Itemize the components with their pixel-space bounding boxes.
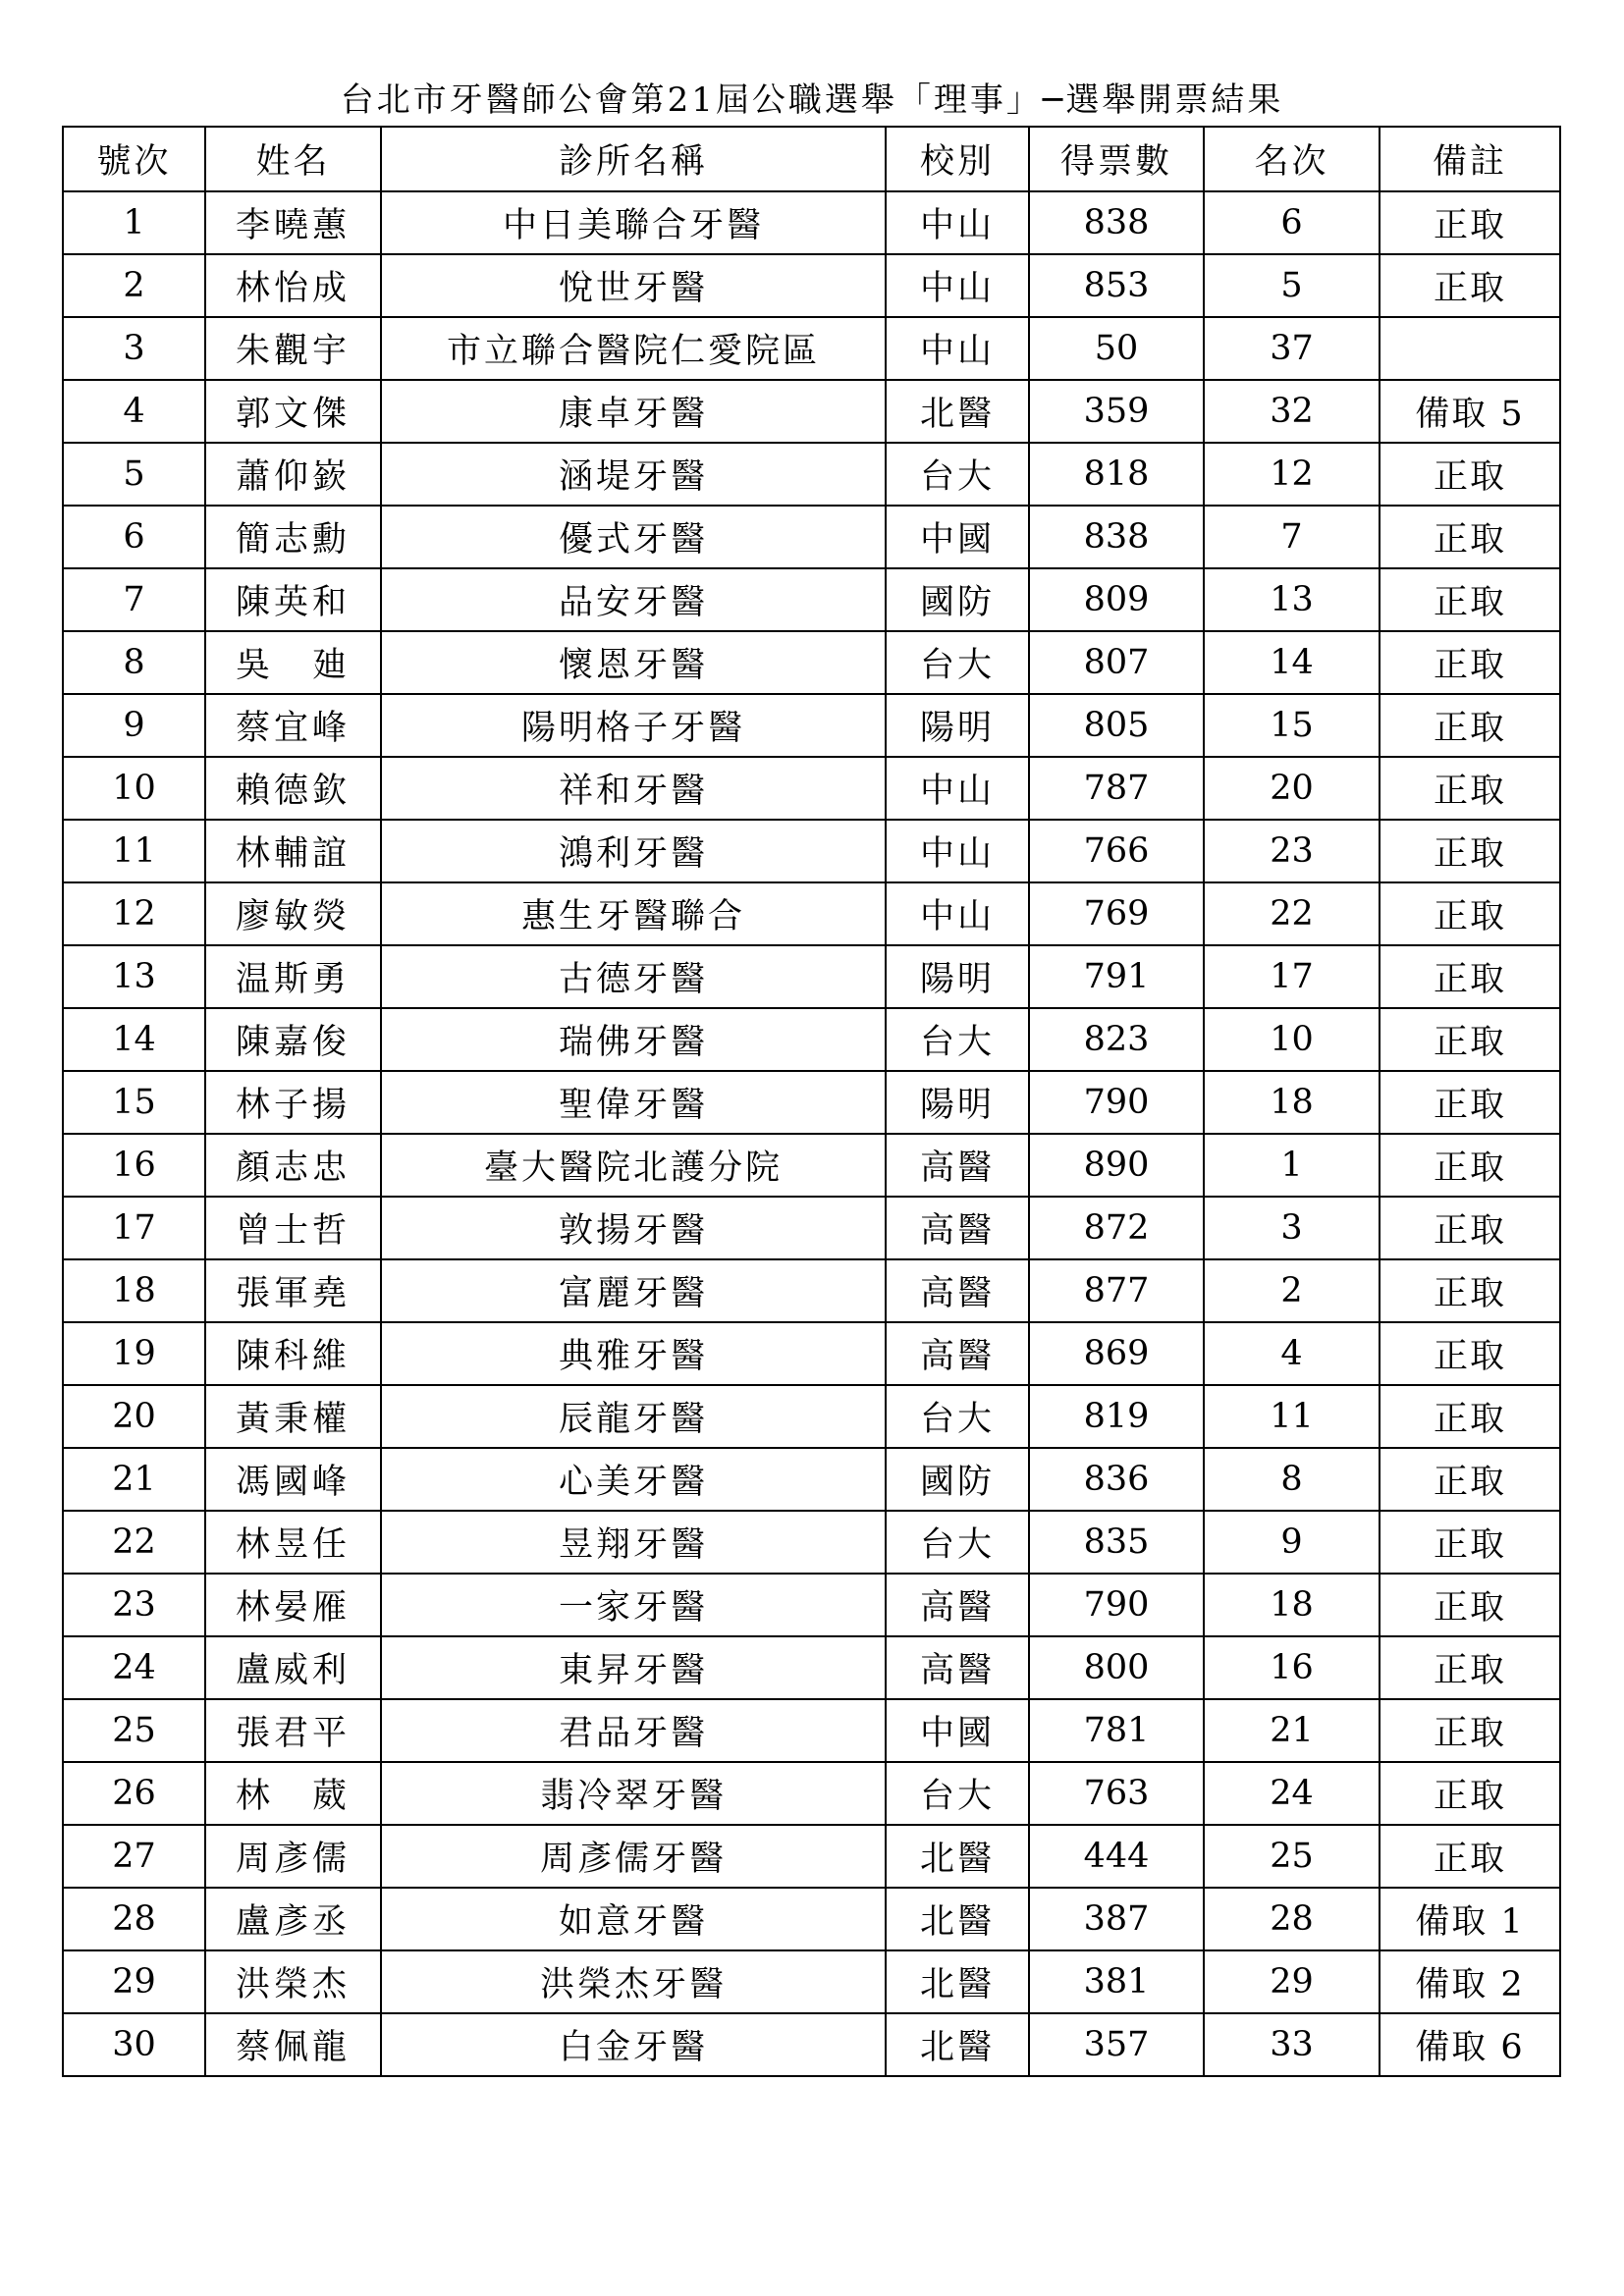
cell-name: 李曉蕙 [205,191,381,254]
table-row [63,945,1560,1008]
cell-rank: 24 [1204,1762,1380,1825]
cell-school: 中山 [886,254,1029,317]
cell-clinic: 心美牙醫 [381,1448,886,1511]
table-row [63,1448,1560,1511]
cell-rank: 18 [1204,1574,1380,1636]
table-row [63,568,1560,631]
cell-clinic: 陽明格子牙醫 [381,694,886,757]
cell-rank: 11 [1204,1385,1380,1448]
cell-school: 陽明 [886,694,1029,757]
cell-name: 陳科維 [205,1322,381,1385]
cell-no: 29 [63,1950,205,2013]
election-results-table [62,126,1561,2077]
cell-no: 27 [63,1825,205,1888]
table-row [63,2013,1560,2076]
header-row [63,127,1560,191]
cell-name: 陳英和 [205,568,381,631]
cell-no: 8 [63,631,205,694]
cell-note: 正取 [1380,1134,1560,1197]
cell-name: 朱觀宇 [205,317,381,380]
cell-note: 正取 [1380,757,1560,820]
cell-note: 正取 [1380,1699,1560,1762]
cell-votes: 790 [1029,1574,1204,1636]
cell-school: 北醫 [886,1825,1029,1888]
cell-note: 正取 [1380,945,1560,1008]
cell-name: 洪榮杰 [205,1950,381,2013]
cell-no: 20 [63,1385,205,1448]
table-row [63,317,1560,380]
cell-rank: 28 [1204,1888,1380,1950]
document-title: 台北市牙醫師公會第21屆公職選舉「理事」─選舉開票結果 [340,80,1284,120]
cell-no: 10 [63,757,205,820]
cell-note: 正取 [1380,1825,1560,1888]
table-row [63,1888,1560,1950]
table-row [63,1574,1560,1636]
cell-no: 7 [63,568,205,631]
cell-no: 24 [63,1636,205,1699]
cell-no: 11 [63,820,205,882]
cell-clinic: 惠生牙醫聯合 [381,882,886,945]
cell-school: 台大 [886,1008,1029,1071]
cell-note: 正取 [1380,1448,1560,1511]
cell-note: 正取 [1380,694,1560,757]
cell-name: 盧彥丞 [205,1888,381,1950]
cell-votes: 836 [1029,1448,1204,1511]
cell-name: 蔡宜峰 [205,694,381,757]
cell-rank: 3 [1204,1197,1380,1259]
cell-school: 台大 [886,1385,1029,1448]
table-row [63,1825,1560,1888]
cell-note: 正取 [1380,1574,1560,1636]
header-school: 校別 [886,127,1029,191]
cell-note: 正取 [1380,568,1560,631]
cell-school: 高醫 [886,1259,1029,1322]
table-row [63,694,1560,757]
cell-no: 17 [63,1197,205,1259]
cell-note: 正取 [1380,1197,1560,1259]
cell-rank: 1 [1204,1134,1380,1197]
cell-note: 正取 [1380,1322,1560,1385]
cell-votes: 819 [1029,1385,1204,1448]
cell-name: 蔡佩龍 [205,2013,381,2076]
table-row [63,254,1560,317]
cell-no: 14 [63,1008,205,1071]
cell-rank: 17 [1204,945,1380,1008]
cell-votes: 444 [1029,1825,1204,1888]
cell-clinic: 臺大醫院北護分院 [381,1134,886,1197]
cell-votes: 853 [1029,254,1204,317]
table-row [63,1197,1560,1259]
cell-clinic: 優式牙醫 [381,506,886,568]
cell-votes: 766 [1029,820,1204,882]
header-no: 號次 [63,127,205,191]
cell-no: 22 [63,1511,205,1574]
header-clinic: 診所名稱 [381,127,886,191]
cell-no: 28 [63,1888,205,1950]
cell-no: 18 [63,1259,205,1322]
cell-no: 5 [63,443,205,506]
cell-votes: 818 [1029,443,1204,506]
cell-name: 馮國峰 [205,1448,381,1511]
cell-school: 中山 [886,820,1029,882]
results-body [63,191,1560,2076]
cell-rank: 20 [1204,757,1380,820]
cell-note: 正取 [1380,1071,1560,1134]
cell-rank: 15 [1204,694,1380,757]
cell-no: 19 [63,1322,205,1385]
cell-rank: 29 [1204,1950,1380,2013]
cell-name: 周彥儒 [205,1825,381,1888]
cell-note: 正取 [1380,1636,1560,1699]
cell-note: 正取 [1380,443,1560,506]
cell-name: 廖敏熒 [205,882,381,945]
cell-rank: 7 [1204,506,1380,568]
cell-no: 9 [63,694,205,757]
cell-name: 林怡成 [205,254,381,317]
cell-school: 中國 [886,506,1029,568]
cell-note: 正取 [1380,1511,1560,1574]
table-row [63,506,1560,568]
cell-name: 簡志勳 [205,506,381,568]
cell-note: 備取 1 [1380,1888,1560,1950]
header-votes: 得票數 [1029,127,1204,191]
table-row [63,1636,1560,1699]
cell-rank: 37 [1204,317,1380,380]
cell-school: 台大 [886,1762,1029,1825]
cell-school: 中山 [886,191,1029,254]
cell-votes: 50 [1029,317,1204,380]
cell-rank: 21 [1204,1699,1380,1762]
cell-school: 北醫 [886,1950,1029,2013]
cell-votes: 800 [1029,1636,1204,1699]
cell-clinic: 瑞佛牙醫 [381,1008,886,1071]
table-row [63,1071,1560,1134]
cell-school: 中山 [886,882,1029,945]
cell-rank: 13 [1204,568,1380,631]
cell-school: 中山 [886,757,1029,820]
table-row [63,380,1560,443]
cell-clinic: 辰龍牙醫 [381,1385,886,1448]
cell-note: 備取 2 [1380,1950,1560,2013]
cell-clinic: 典雅牙醫 [381,1322,886,1385]
cell-rank: 32 [1204,380,1380,443]
cell-clinic: 鴻利牙醫 [381,820,886,882]
cell-clinic: 涵堤牙醫 [381,443,886,506]
cell-no: 21 [63,1448,205,1511]
cell-name: 陳嘉俊 [205,1008,381,1071]
cell-name: 盧威利 [205,1636,381,1699]
cell-rank: 4 [1204,1322,1380,1385]
table-row [63,1511,1560,1574]
cell-note: 正取 [1380,191,1560,254]
cell-rank: 33 [1204,2013,1380,2076]
cell-clinic: 君品牙醫 [381,1699,886,1762]
cell-votes: 359 [1029,380,1204,443]
cell-name: 林輔誼 [205,820,381,882]
cell-school: 北醫 [886,2013,1029,2076]
cell-no: 15 [63,1071,205,1134]
cell-clinic: 周彥儒牙醫 [381,1825,886,1888]
cell-name: 蕭仰嶔 [205,443,381,506]
cell-name: 林昱任 [205,1511,381,1574]
table-row [63,631,1560,694]
cell-clinic: 悅世牙醫 [381,254,886,317]
cell-note: 正取 [1380,1259,1560,1322]
table-row [63,1008,1560,1071]
cell-clinic: 白金牙醫 [381,2013,886,2076]
cell-note: 正取 [1380,1762,1560,1825]
cell-clinic: 懷恩牙醫 [381,631,886,694]
cell-note: 正取 [1380,820,1560,882]
cell-clinic: 如意牙醫 [381,1888,886,1950]
cell-no: 12 [63,882,205,945]
table-row [63,1950,1560,2013]
cell-school: 中山 [886,317,1029,380]
cell-clinic: 康卓牙醫 [381,380,886,443]
cell-clinic: 富麗牙醫 [381,1259,886,1322]
cell-note [1380,317,1560,380]
cell-clinic: 一家牙醫 [381,1574,886,1636]
cell-school: 高醫 [886,1574,1029,1636]
cell-name: 張軍堯 [205,1259,381,1322]
cell-no: 30 [63,2013,205,2076]
cell-note: 正取 [1380,882,1560,945]
cell-votes: 387 [1029,1888,1204,1950]
cell-name: 吳 廸 [205,631,381,694]
cell-clinic: 古德牙醫 [381,945,886,1008]
cell-school: 高醫 [886,1197,1029,1259]
cell-school: 高醫 [886,1134,1029,1197]
cell-clinic: 東昇牙醫 [381,1636,886,1699]
cell-rank: 18 [1204,1071,1380,1134]
cell-school: 北醫 [886,1888,1029,1950]
table-row [63,882,1560,945]
cell-no: 23 [63,1574,205,1636]
cell-rank: 10 [1204,1008,1380,1071]
cell-votes: 790 [1029,1071,1204,1134]
cell-name: 曾士哲 [205,1197,381,1259]
cell-no: 6 [63,506,205,568]
cell-votes: 872 [1029,1197,1204,1259]
table-row [63,1134,1560,1197]
cell-votes: 769 [1029,882,1204,945]
cell-name: 林 葳 [205,1762,381,1825]
cell-school: 高醫 [886,1636,1029,1699]
cell-rank: 2 [1204,1259,1380,1322]
table-row [63,1322,1560,1385]
header-note: 備註 [1380,127,1560,191]
cell-school: 陽明 [886,1071,1029,1134]
cell-clinic: 聖偉牙醫 [381,1071,886,1134]
cell-clinic: 洪榮杰牙醫 [381,1950,886,2013]
cell-no: 26 [63,1762,205,1825]
cell-rank: 9 [1204,1511,1380,1574]
cell-name: 張君平 [205,1699,381,1762]
cell-rank: 22 [1204,882,1380,945]
cell-rank: 12 [1204,443,1380,506]
cell-clinic: 翡冷翠牙醫 [381,1762,886,1825]
cell-votes: 869 [1029,1322,1204,1385]
cell-name: 顏志忠 [205,1134,381,1197]
cell-clinic: 昱翔牙醫 [381,1511,886,1574]
cell-votes: 823 [1029,1008,1204,1071]
cell-note: 正取 [1380,1385,1560,1448]
table-row [63,757,1560,820]
cell-rank: 23 [1204,820,1380,882]
cell-name: 林子揚 [205,1071,381,1134]
cell-school: 台大 [886,631,1029,694]
cell-school: 高醫 [886,1322,1029,1385]
cell-votes: 791 [1029,945,1204,1008]
cell-no: 2 [63,254,205,317]
table-row [63,1259,1560,1322]
cell-rank: 25 [1204,1825,1380,1888]
cell-school: 中國 [886,1699,1029,1762]
cell-no: 1 [63,191,205,254]
cell-rank: 14 [1204,631,1380,694]
header-rank: 名次 [1204,127,1380,191]
cell-school: 國防 [886,568,1029,631]
cell-clinic: 祥和牙醫 [381,757,886,820]
table-row [63,1699,1560,1762]
cell-name: 賴德欽 [205,757,381,820]
cell-votes: 763 [1029,1762,1204,1825]
cell-note: 正取 [1380,254,1560,317]
table-row [63,191,1560,254]
cell-note: 正取 [1380,506,1560,568]
cell-votes: 838 [1029,506,1204,568]
cell-note: 正取 [1380,631,1560,694]
cell-rank: 6 [1204,191,1380,254]
cell-name: 林晏雁 [205,1574,381,1636]
cell-no: 25 [63,1699,205,1762]
cell-no: 4 [63,380,205,443]
cell-school: 台大 [886,1511,1029,1574]
cell-clinic: 中日美聯合牙醫 [381,191,886,254]
cell-votes: 890 [1029,1134,1204,1197]
table-row [63,443,1560,506]
cell-clinic: 敦揚牙醫 [381,1197,886,1259]
cell-note: 正取 [1380,1008,1560,1071]
cell-name: 黃秉權 [205,1385,381,1448]
cell-school: 國防 [886,1448,1029,1511]
cell-votes: 381 [1029,1950,1204,2013]
table-row [63,1385,1560,1448]
cell-votes: 805 [1029,694,1204,757]
cell-rank: 5 [1204,254,1380,317]
cell-votes: 787 [1029,757,1204,820]
table-row [63,1762,1560,1825]
cell-name: 郭文傑 [205,380,381,443]
cell-note: 備取 6 [1380,2013,1560,2076]
cell-name: 温斯勇 [205,945,381,1008]
cell-votes: 835 [1029,1511,1204,1574]
table-row [63,820,1560,882]
cell-clinic: 市立聯合醫院仁愛院區 [381,317,886,380]
cell-rank: 16 [1204,1636,1380,1699]
cell-rank: 8 [1204,1448,1380,1511]
cell-votes: 357 [1029,2013,1204,2076]
cell-no: 16 [63,1134,205,1197]
cell-votes: 877 [1029,1259,1204,1322]
cell-school: 陽明 [886,945,1029,1008]
cell-no: 13 [63,945,205,1008]
cell-votes: 809 [1029,568,1204,631]
cell-clinic: 品安牙醫 [381,568,886,631]
header-name: 姓名 [205,127,381,191]
cell-votes: 838 [1029,191,1204,254]
cell-votes: 807 [1029,631,1204,694]
cell-school: 台大 [886,443,1029,506]
cell-note: 備取 5 [1380,380,1560,443]
cell-school: 北醫 [886,380,1029,443]
cell-no: 3 [63,317,205,380]
cell-votes: 781 [1029,1699,1204,1762]
